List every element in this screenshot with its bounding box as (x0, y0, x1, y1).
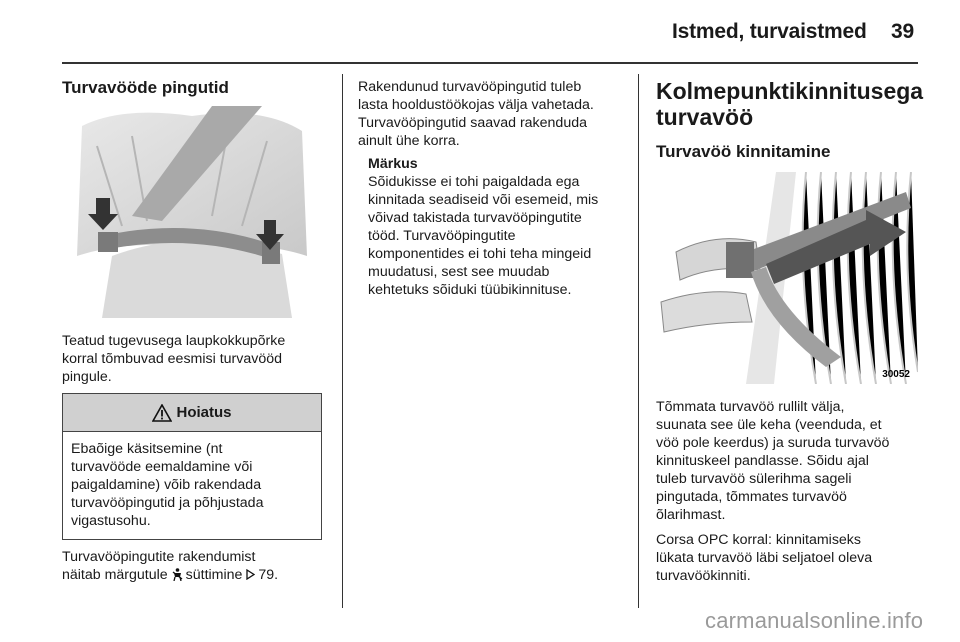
warning-header (63, 394, 321, 432)
section-heading-pretensioners: Turvavööde pingutid (62, 78, 229, 97)
indicator-paragraph: Turvavööpingutite rakendumist näitab märgutule süttimine 79. (62, 549, 279, 583)
warning-text: Ebaõige käsitsemine (nt turvavööde eemaldamine või paigaldamine) võib rakendada turvavööpingutid ja põhjustada vigastusohu. (71, 441, 264, 529)
column-divider-1 (342, 74, 343, 608)
fastening-illustration (656, 172, 918, 384)
page-reference-arrow-icon[interactable] (246, 569, 255, 580)
note-title: Märkus (368, 156, 418, 172)
pretensioner-illustration (62, 106, 324, 318)
fastening-paragraph: Tõmmata turvavöö rullilt välja, suunata see üle keha (veenduda, et vöö pole keerdus) ja suruda turvavöö kinnituskeel pandlasse. Sõidu ajal tuleb turvavöö sülerihma sageli pingutada, tõmmates turvavöö õlarihmast. (656, 399, 890, 523)
page-number: 39 (891, 20, 914, 43)
header-rule (62, 62, 918, 64)
chapter-title: Istmed, turvaistmed (672, 20, 867, 43)
section-heading-three-point: Kolmepunktikinnitusega turvavöö (656, 78, 924, 130)
warning-triangle-icon (152, 404, 172, 422)
page-reference-link[interactable]: 79. (258, 567, 279, 583)
warning-title: Hoiatus (176, 404, 232, 421)
opc-paragraph: Corsa OPC korral: kinnitamiseks lükata turvavöö läbi seljatoel oleva turvavöökinniti. (656, 532, 873, 584)
seatbelt-pretensioner-icon (172, 568, 183, 581)
replacement-paragraph: Rakendunud turvavööpingutid tuleb lasta hooldustöökojas välja vahetada. Turvavööpingutid saavad rakenduda ainult ühe korra. (358, 79, 594, 149)
figure-code: 30052 (882, 369, 910, 380)
column-divider-2 (638, 74, 639, 608)
warning-box (62, 393, 322, 540)
pretensioner-paragraph: Teatud tugevusega laupkokkupõrke korral tõmbuvad eesmisi turvavööd pingule. (62, 333, 286, 385)
watermark: carmanualsonline.info (705, 608, 924, 633)
note-block: Märkus Sõidukisse ei tohi paigaldada ega kinnitada seadiseid või esemeid, mis võivad takistada turvavööpingutite tööd. Turvavööpingutite komponentides ei tohi teha mingeid muudatusi, sest see muudab kehtetuks sõiduki tüübikinnituse. (368, 156, 599, 298)
subheading-fastening: Turvavöö kinnitamine (656, 142, 831, 161)
